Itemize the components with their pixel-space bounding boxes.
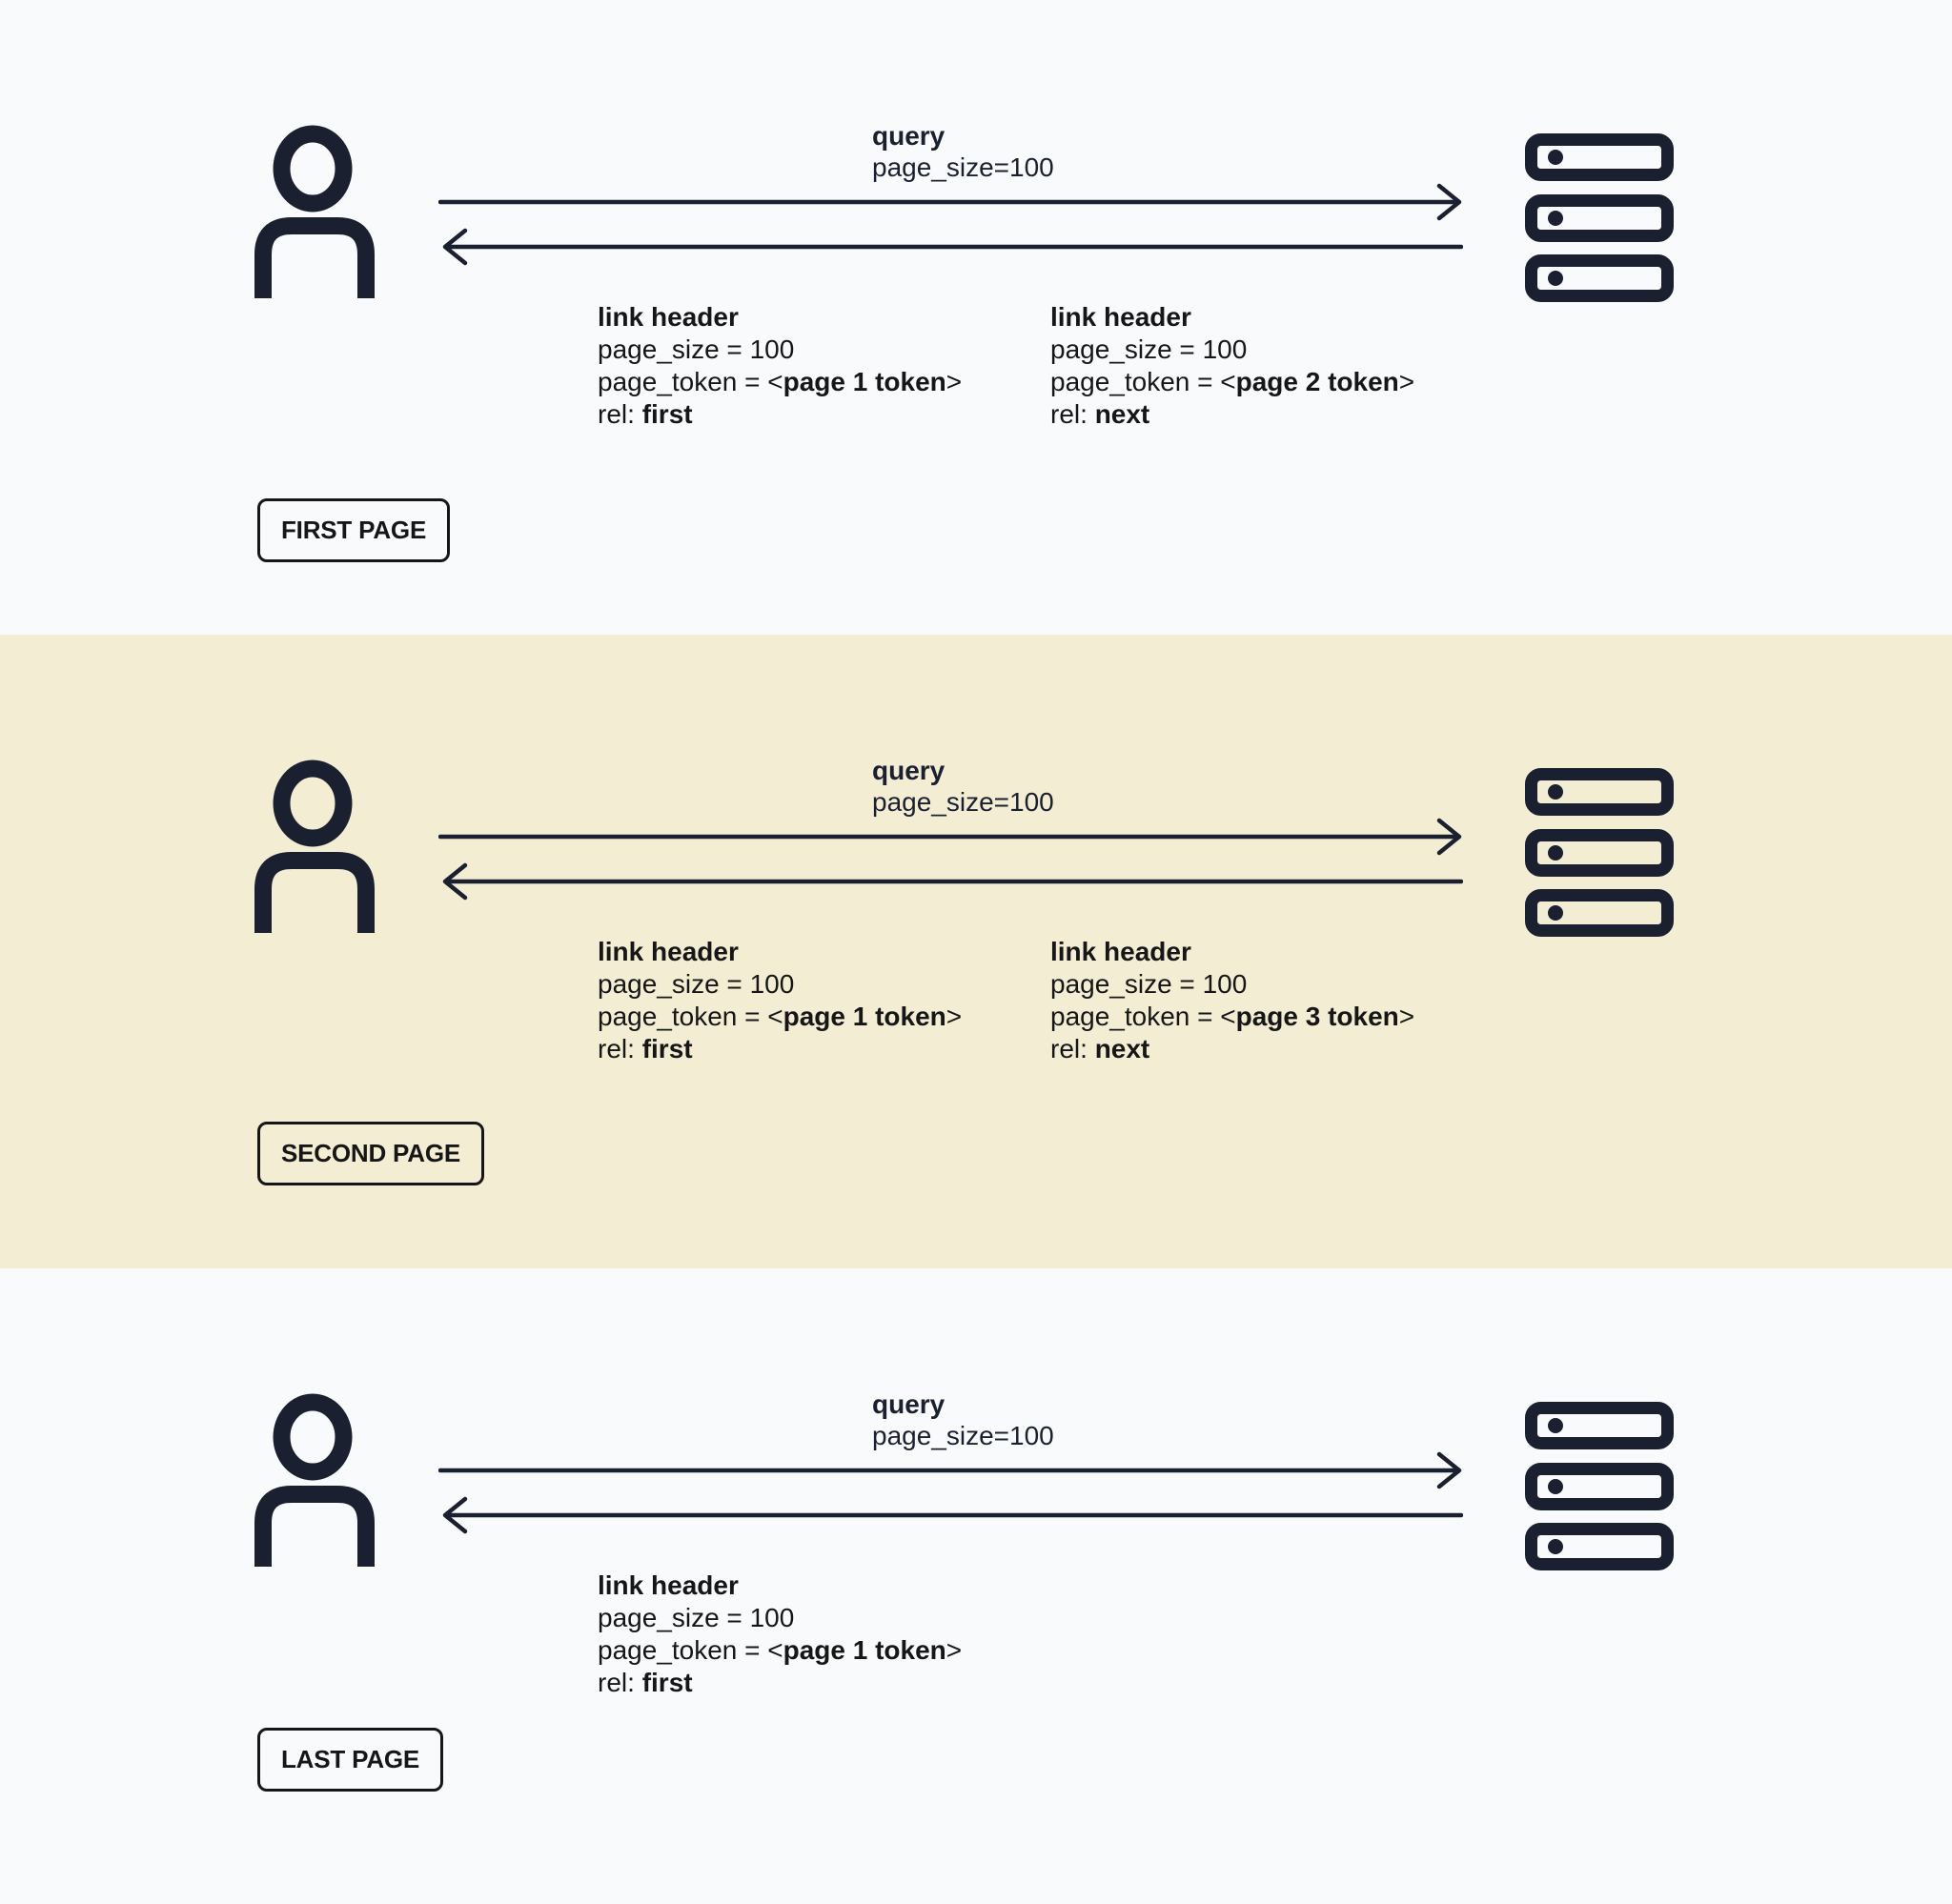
first-page-badge: FIRST PAGE	[257, 498, 450, 562]
rel-line	[598, 398, 1046, 431]
page-token-suffix: >	[946, 1002, 963, 1031]
second-page-badge: SECOND PAGE	[257, 1122, 484, 1185]
rel-value: first	[641, 399, 693, 429]
rel-value: first	[641, 1668, 693, 1697]
user-icon	[254, 125, 375, 298]
section-first-page	[0, 0, 1952, 635]
user-icon	[254, 760, 375, 933]
page-token-line	[1050, 1001, 1498, 1033]
page-token-suffix: >	[946, 367, 963, 396]
last-page-badge: LAST PAGE	[257, 1728, 443, 1792]
page-token-prefix: page_token = <	[598, 1635, 783, 1665]
link-header-title: link header	[598, 1570, 739, 1600]
rel-value: next	[1094, 1034, 1150, 1063]
link-header-title: link header	[1050, 937, 1191, 966]
rel-prefix: rel:	[598, 399, 642, 429]
page-token-suffix: >	[946, 1635, 963, 1665]
rel-line	[598, 1667, 1046, 1699]
page-token-line	[598, 366, 1046, 398]
server-icon	[1525, 768, 1674, 937]
link-header-title: link header	[598, 302, 739, 332]
link-header-title: link header	[1050, 302, 1191, 332]
request-arrow	[438, 818, 1463, 861]
rel-value: next	[1094, 399, 1150, 429]
request-arrow	[438, 1451, 1463, 1494]
page-token-prefix: page_token = <	[598, 367, 783, 396]
query-annotation	[872, 1388, 1054, 1451]
query-annotation	[872, 755, 1054, 818]
page-token-value: page 2 token	[1235, 367, 1399, 396]
page-size-line: page_size = 100	[598, 1603, 795, 1632]
page-token-line	[1050, 366, 1498, 398]
section-second-page	[0, 635, 1952, 1268]
rel-prefix: rel:	[598, 1668, 642, 1697]
page-size-line: page_size = 100	[598, 334, 795, 364]
rel-line	[598, 1033, 1046, 1065]
request-arrow	[438, 183, 1463, 226]
response-arrow	[438, 228, 1463, 271]
query-label: query	[872, 1389, 946, 1419]
rel-value: first	[641, 1034, 693, 1063]
server-icon	[1525, 1402, 1674, 1570]
page-size-line: page_size = 100	[1050, 969, 1248, 999]
link-header-title: link header	[598, 937, 739, 966]
query-param: page_size=100	[872, 787, 1054, 817]
response-arrow	[438, 1496, 1463, 1539]
link-header-first	[598, 936, 1046, 1065]
rel-line	[1050, 398, 1498, 431]
page-size-line: page_size = 100	[1050, 334, 1248, 364]
query-param: page_size=100	[872, 1421, 1054, 1450]
link-header-next	[1050, 936, 1498, 1065]
rel-prefix: rel:	[1050, 399, 1095, 429]
page-token-suffix: >	[1398, 1002, 1415, 1031]
page-token-prefix: page_token = <	[1050, 1002, 1236, 1031]
page-token-value: page 1 token	[783, 367, 946, 396]
page-token-value: page 1 token	[783, 1635, 946, 1665]
page-token-value: page 1 token	[783, 1002, 946, 1031]
rel-line	[1050, 1033, 1498, 1065]
page-token-line	[598, 1001, 1046, 1033]
page-token-line	[598, 1634, 1046, 1667]
link-header-next	[1050, 301, 1498, 431]
user-icon	[254, 1393, 375, 1567]
query-param: page_size=100	[872, 152, 1054, 182]
page-token-value: page 3 token	[1235, 1002, 1399, 1031]
page-size-line: page_size = 100	[598, 969, 795, 999]
rel-prefix: rel:	[1050, 1034, 1095, 1063]
page-token-prefix: page_token = <	[1050, 367, 1236, 396]
page-token-suffix: >	[1398, 367, 1415, 396]
link-header-first	[598, 301, 1046, 431]
server-icon	[1525, 133, 1674, 302]
page-token-prefix: page_token = <	[598, 1002, 783, 1031]
response-arrow	[438, 862, 1463, 905]
query-annotation	[872, 120, 1054, 183]
query-label: query	[872, 756, 946, 785]
query-label: query	[872, 121, 946, 151]
link-header-first	[598, 1570, 1046, 1699]
rel-prefix: rel:	[598, 1034, 642, 1063]
section-last-page	[0, 1268, 1952, 1904]
